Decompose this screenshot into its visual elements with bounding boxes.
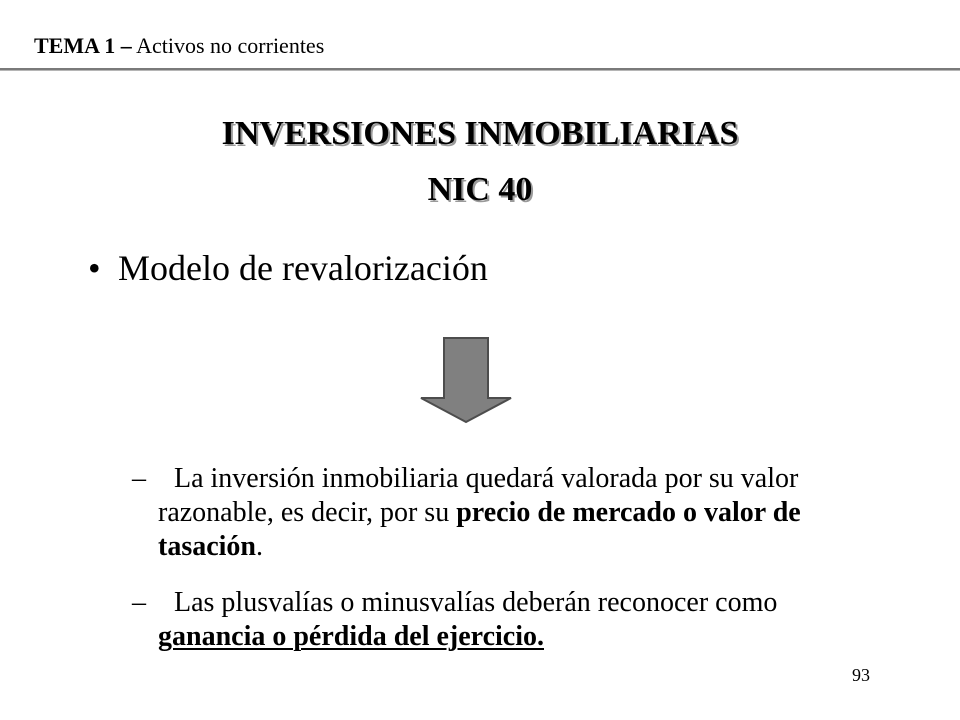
bullet-point <box>88 246 488 290</box>
header-topic-number: TEMA 1 – <box>34 33 132 58</box>
dash-marker: – <box>132 587 146 618</box>
sub-point-2-text: Las plusvalías o minusvalías deberán reconocer como <box>174 587 778 618</box>
sub-point-1-text: La inversión inmobiliaria quedará valorada por su valor razonable, es decir, por su <box>158 463 799 528</box>
sub-point-1-emphasis: precio de mercado o valor de tasación <box>158 497 801 562</box>
header-topic-title: Activos no corrientes <box>131 33 325 58</box>
sub-point-1 <box>132 462 872 564</box>
sub-point-1-end: . <box>256 531 263 562</box>
slide-header <box>34 32 324 60</box>
slide-subtitle: NIC 40 <box>427 171 533 208</box>
dash-marker: – <box>132 463 146 494</box>
sub-point-2-emphasis: ganancia o pérdida del ejercicio. <box>158 621 544 652</box>
slide-title: INVERSIONES INMOBILIARIAS <box>221 115 739 152</box>
sub-point-2 <box>132 586 872 654</box>
down-arrow-shape <box>421 338 511 422</box>
bullet-text: Modelo de revalorización <box>118 248 488 288</box>
down-arrow-icon <box>418 336 514 424</box>
bullet-icon: • <box>88 248 101 288</box>
header-divider <box>0 68 960 71</box>
page-number: 93 <box>852 665 870 685</box>
